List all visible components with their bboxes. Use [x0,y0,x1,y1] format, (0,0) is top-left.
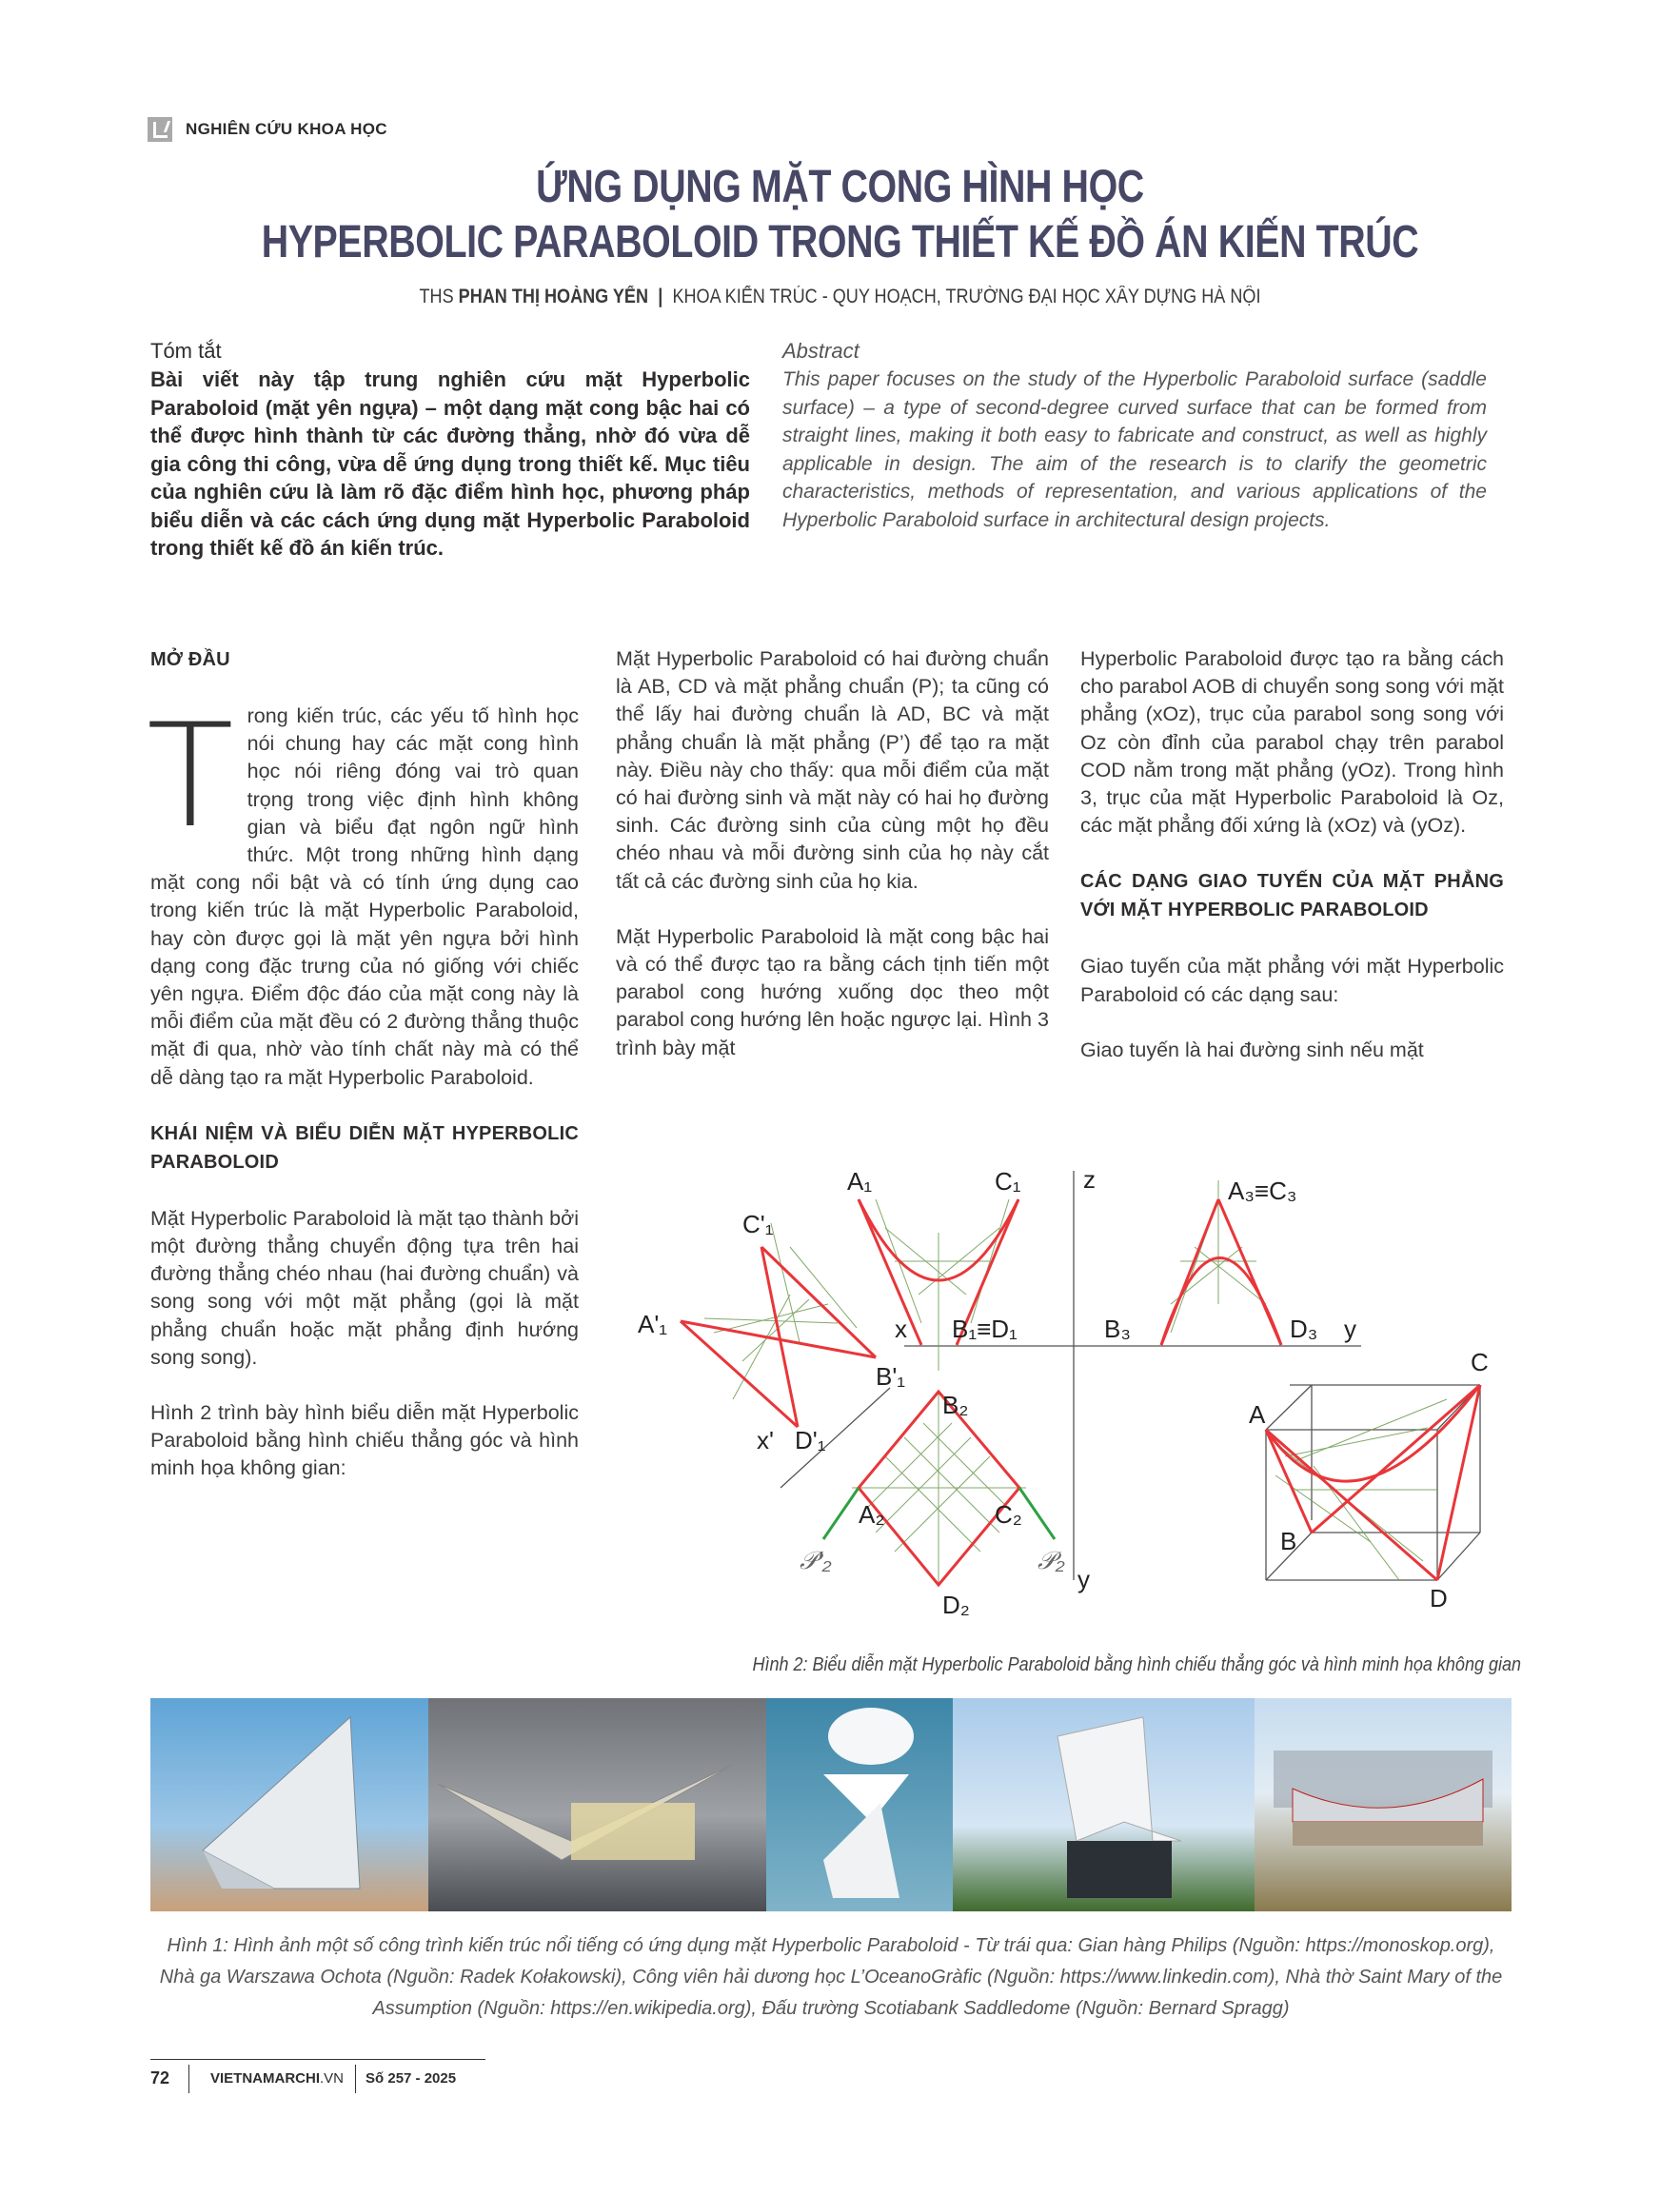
label-B: B [1280,1527,1297,1555]
page-footer [150,2059,485,2097]
author-affiliation: KHOA KIẾN TRÚC - QUY HOẠCH, TRƯỜNG ĐẠI HỌC XÂY DỰNG HÀ NỘI [672,286,1261,307]
label-x-prime: x' [757,1426,774,1454]
ruling-lines [704,1180,1447,1585]
label-A1: A₁ [847,1167,873,1196]
drop-cap: T [147,694,234,860]
brand-name: VIETNAMARCHI [210,2070,320,2087]
body-column-2 [616,645,1049,1090]
section-tag-label: NGHIÊN CỨU KHOA HỌC [186,120,387,138]
body-column-1 [147,645,579,1511]
byline [118,286,1563,308]
photo-scotiabank-saddledome [1255,1698,1512,1911]
label-B1-prime: B'₁ [876,1362,906,1391]
article-title [151,160,1529,270]
label-y-right: y [1344,1315,1356,1343]
label-A: A [1249,1400,1266,1429]
label-plane-P2-prime: 𝒫′₂ [800,1546,832,1574]
concept-paragraph: Mặt Hyperbolic Paraboloid là mặt tạo thành bởi một đường thẳng chuyển động tựa trên hai đường thẳng chéo nhau (hai đường chuẩn) và song song với một mặt phẳng (gọi là mặt phẳng chuẩn hoặc mặt phẳng định hướng song song). [150,1206,579,1369]
label-B3: B₃ [1104,1315,1131,1343]
point-labels [638,1165,1489,1619]
directrix-paragraph: Mặt Hyperbolic Paraboloid có hai đường chuẩn là AB, CD và mặt phẳng chuẩn (P); ta cũng có thể lấy hai đường chuẩn là AD, BC và mặt phẳng chuẩn là mặt phẳng (P’) để tạo ra mặt này. Điều này cho thấy: qua mỗi điểm của mặt có hai đường sinh và mặt này có hai họ đường sinh. Các đường sinh của cùng một họ đều chéo nhau và mỗi đường sinh của họ này cắt tất cả các đường sinh của họ kia. [616,647,1049,893]
translation-paragraph: Mặt Hyperbolic Paraboloid là mặt cong bậc hai và có thể được tạo ra bằng cách tịnh tiến một parabol cong hướng xuống dọc theo một parabol cong hướng lên hoặc ngược lại. Hình 3 trình bày mặt [616,924,1049,1059]
issue-number: Số 257 - 2025 [366,2070,457,2087]
abstract-en-text: This paper focuses on the study of the Hyperbolic Paraboloid surface (saddle surface) – a type of second-degree curved surface that can be formed from straight lines, making it both easy to fabricate and construct, as well as highly applicable in design. The aim of the research is to clarify the geometric characteristics, methods of representation, and various applications of the Hyperbolic Paraboloid surface in architectural design projects. [782,368,1487,531]
intro-text: rong kiến trúc, các yếu tố hình học nói chung hay các mặt cong hình học nói riêng đóng vai trò quan trọng trong việc định hình không gian và biểu đạt ngôn ngữ hình thức. Một trong những hình dạng mặt cong nổi bật và có tính ứng dụng cao trong kiến trúc là mặt Hyperbolic Paraboloid, hay còn được gọi là mặt yên ngựa bởi hình dạng cong đặc trưng của nó giống với chiếc yên ngựa. Điểm độc đáo của mặt cong này là mỗi điểm của mặt đều có 2 đường thẳng thuộc mặt đi qua, nhờ vào tính chất này mà có thể dễ dàng tạo ra mặt Hyperbolic Paraboloid. [150,704,579,1089]
heading-concept: KHÁI NIỆM VÀ BIỂU DIỄN MẶT HYPERBOLIC PARABOLOID [150,1122,579,1173]
figure-2-diagram [609,1142,1513,1647]
abstract-vi-label: Tóm tắt [150,339,222,363]
heading-intersections: CÁC DẠNG GIAO TUYẾN CỦA MẶT PHẲNG VỚI MẶT HYPERBOLIC PARABOLOID [1080,871,1504,921]
section-logo-icon [148,117,172,142]
generation-paragraph: Hyperbolic Paraboloid được tạo ra bằng cách cho parabol AOB di chuyển song song với mặt phẳng (xOz), trục của parabol song song với Oz còn đỉnh của parabol chạy trên parabol COD nằm trong mặt phẳng (yOz). Trong hình 3, trục của mặt Hyperbolic Paraboloid là Oz, các mặt phẳng đối xứng là (xOz) và (yOz). [1080,647,1504,838]
label-C: C [1471,1348,1489,1376]
figure-1-caption: Hình 1: Hình ảnh một số công trình kiến trúc nổi tiếng có ứng dụng mặt Hyperbolic Paraboloid - Từ trái qua: Gian hàng Philips (Nguồn: https://monoskop.org), Nhà ga Warszawa Ochota (Nguồn: Radek Kołakowski), Công viên hải dương học L’OceanoGràfic (Nguồn: https://www.linkedin.com), Nhà thờ Saint Mary of the Assumption (Nguồn: https://en.wikipedia.org), Đấu trường Scotiabank Saddledome (Nguồn: Bernard Spragg) [159,1935,1503,2019]
photo-warszawa-ochota-station [428,1698,766,1911]
title-line-1: ỨNG DỤNG MẶT CONG HÌNH HỌC [536,162,1144,212]
byline-prefix: THS [419,286,454,307]
label-C1-prime: C'₁ [742,1210,774,1238]
figure-2-caption: Hình 2: Biểu diễn mặt Hyperbolic Paraboloid bằng hình chiếu thẳng góc và hình minh họa không gian [752,1654,1521,1675]
label-plane-P2: 𝒫₂ [1038,1546,1065,1574]
label-D3: D₃ [1290,1315,1318,1343]
heading-introduction: MỞ ĐẦU [150,649,230,670]
label-C2: C₂ [995,1500,1022,1529]
label-D: D [1430,1584,1448,1612]
label-z: z [1083,1165,1096,1194]
label-A1-prime: A'₁ [638,1310,668,1338]
label-A3-C3: A₃≡C₃ [1228,1177,1297,1205]
body-column-3 [1080,645,1504,1092]
section-tag [148,117,387,142]
page-number: 72 [150,2068,170,2087]
photo-saint-mary-cathedral [953,1698,1255,1911]
photo-oceanografic-park [766,1698,953,1911]
title-line-2: HYPERBOLIC PARABOLOID TRONG THIẾT KẾ ĐỒ ÁN KIẾN TRÚC [261,217,1419,267]
author-name: PHAN THỊ HOÀNG YẾN [458,286,649,307]
abstract-vietnamese [150,339,750,563]
brand-suffix: .VN [320,2070,345,2087]
publication-brand [189,2070,355,2087]
abstract-english [782,339,1487,534]
figure2-intro-paragraph: Hình 2 trình bày hình biểu diễn mặt Hyperbolic Paraboloid bằng hình chiếu thẳng góc và hình minh họa không gian: [150,1401,579,1480]
byline-separator: | [658,286,663,307]
intro-paragraph [147,694,579,1092]
label-D1-prime: D'₁ [795,1426,826,1454]
label-C1: C₁ [995,1167,1021,1196]
photo-philips-pavilion [150,1698,428,1911]
label-A2: A₂ [859,1500,885,1529]
label-B2: B₂ [942,1391,969,1419]
label-D2: D₂ [942,1591,970,1619]
label-y-bottom: y [1077,1565,1090,1593]
label-x: x [895,1315,907,1343]
figure-1-photo-strip [150,1698,1512,1911]
abstract-vi-text: Bài viết này tập trung nghiên cứu mặt Hyperbolic Paraboloid (mặt yên ngựa) – một dạng mặt cong bậc hai có thể được hình thành từ các đường thẳng, nhờ đó vừa dễ gia công thi công, vừa dễ ứng dụng trong thiết kế. Mục tiêu của nghiên cứu là làm rõ đặc điểm hình học, phương pháp biểu diễn và các cách ứng dụng mặt Hyperbolic Paraboloid trong thiết kế đồ án kiến trúc. [150,367,750,560]
label-B1-D1: B₁≡D₁ [952,1315,1018,1343]
abstract-en-label: Abstract [782,339,860,363]
intersections-intro: Giao tuyến của mặt phẳng với mặt Hyperbolic Paraboloid có các dạng sau: [1080,955,1504,1006]
surface-edges [681,1199,1480,1585]
intersections-case-1: Giao tuyến là hai đường sinh nếu mặt [1080,1038,1424,1061]
